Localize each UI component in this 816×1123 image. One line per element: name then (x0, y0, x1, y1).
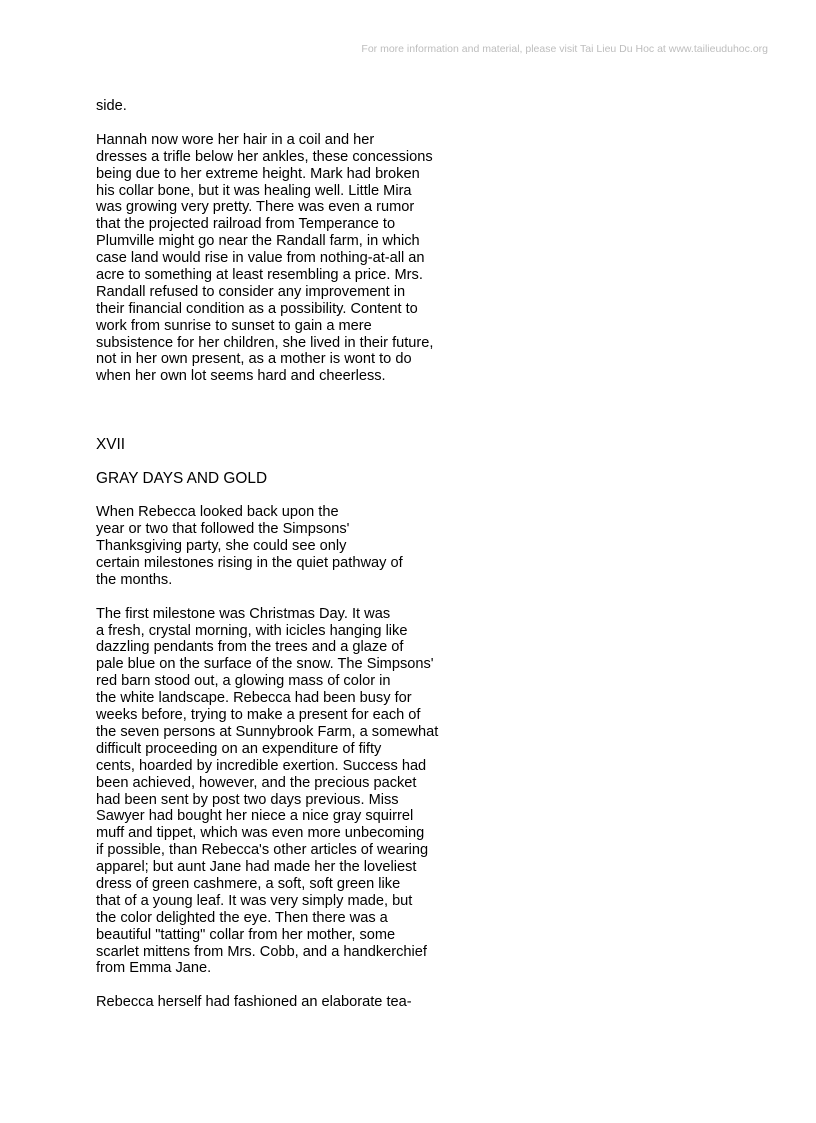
text-line: certain milestones rising in the quiet pathway of (96, 554, 403, 571)
text-line: if possible, than Rebecca's other articles of wearing (96, 842, 429, 859)
text-line: dresses a trifle below her ankles, these concessions (96, 148, 433, 165)
text-line: scarlet mittens from Mrs. Cobb, and a handkerchief (96, 943, 427, 960)
text-line: dazzling pendants from the trees and a glaze of (96, 639, 404, 656)
header-note: For more information and material, please visit Tai Lieu Du Hoc at www.tailieuduhoc.org (361, 43, 768, 55)
text-line: not in her own present, as a mother is wont to do (96, 351, 412, 368)
text-line: had been sent by post two days previous. Miss (96, 791, 399, 808)
text-line: the white landscape. Rebecca had been busy for (96, 690, 412, 707)
text-line: year or two that followed the Simpsons' (96, 521, 350, 538)
text-line: apparel; but aunt Jane had made her the loveliest (96, 859, 417, 876)
text-line: work from sunrise to sunset to gain a mere (96, 317, 372, 334)
text-line: the color delighted the eye. Then there was a (96, 909, 388, 926)
text-line: difficult proceeding on an expenditure of fifty (96, 740, 382, 757)
text-line: muff and tippet, which was even more unbecoming (96, 825, 425, 842)
text-line: Thanksgiving party, she could see only (96, 538, 347, 555)
text-line: beautiful "tatting" collar from her mother, some (96, 926, 396, 943)
chapter-number: XVII (96, 436, 126, 454)
text-line: that of a young leaf. It was very simply made, but (96, 892, 413, 909)
text-line: from Emma Jane. (96, 960, 212, 977)
text-line: the seven persons at Sunnybrook Farm, a somewhat (96, 723, 439, 740)
text-line: acre to something at least resembling a price. Mrs. (96, 267, 423, 284)
text-line: case land would rise in value from nothing-at-all an (96, 250, 425, 267)
chapter-title: GRAY DAYS AND GOLD (96, 470, 268, 488)
text-line: when her own lot seems hard and cheerless. (96, 368, 386, 385)
paragraph-tea (96, 994, 756, 1011)
text-line: Hannah now wore her hair in a coil and her (96, 131, 375, 148)
text-line: Sawyer had bought her niece a nice gray squirrel (96, 808, 414, 825)
text-line: The first milestone was Christmas Day. It was (96, 605, 391, 622)
text-line: Plumville might go near the Randall farm, in which (96, 233, 420, 250)
text-line: When Rebecca looked back upon the (96, 504, 339, 521)
text-line: the months. (96, 571, 173, 588)
page-body (96, 98, 756, 1011)
paragraph-christmas (96, 606, 756, 978)
text-line: been achieved, however, and the precious packet (96, 774, 417, 791)
paragraph-hannah (96, 132, 756, 385)
text-line: that the projected railroad from Temperance to (96, 216, 396, 233)
text-line: pale blue on the surface of the snow. The Simpsons' (96, 656, 434, 673)
text-line: side. (96, 98, 127, 114)
paragraph-continuation (96, 98, 756, 115)
text-line: Rebecca herself had fashioned an elaborate tea- (96, 994, 412, 1011)
text-line: Randall refused to consider any improvement in (96, 283, 406, 300)
paragraph-milestones (96, 504, 756, 588)
text-line: dress of green cashmere, a soft, soft green like (96, 875, 401, 892)
text-line: being due to her extreme height. Mark had broken (96, 165, 420, 182)
text-line: was growing very pretty. There was even a rumor (96, 199, 415, 216)
text-line: red barn stood out, a glowing mass of color in (96, 673, 391, 690)
text-line: cents, hoarded by incredible exertion. Success had (96, 757, 427, 774)
text-line: their financial condition as a possibility. Content to (96, 300, 418, 317)
text-line: his collar bone, but it was healing well. Little Mira (96, 182, 412, 199)
text-line: subsistence for her children, she lived in their future, (96, 334, 434, 351)
text-line: weeks before, trying to make a present for each of (96, 707, 421, 724)
text-line: a fresh, crystal morning, with icicles hanging like (96, 622, 408, 639)
